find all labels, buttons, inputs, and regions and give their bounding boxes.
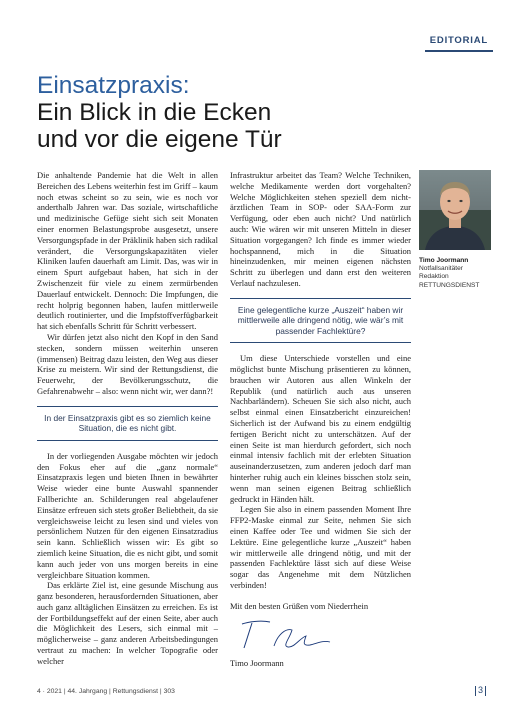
page-title bbox=[37, 72, 417, 153]
author-dept: Redaktion bbox=[419, 273, 449, 281]
author-photo bbox=[419, 170, 491, 250]
issue-info: 4 · 2021 | 44. Jahrgang | Rettungsdienst | 303 bbox=[37, 688, 175, 695]
title-line-3: und vor die eigene Tür bbox=[37, 126, 282, 153]
text-column-1 bbox=[37, 170, 218, 667]
title-line-2: Ein Blick in die Ecken bbox=[37, 99, 272, 126]
paragraph: In der vorliegenden Ausgabe möchten wir jedoch den Fokus eher auf die „ganz normale“ Einsatzpraxis legen und bieten Ihnen in bewährter Weise wieder eine bunte Auswahl spannender Fallberichte an. Schilderungen real abgelaufener Einsätze erfreuen sich stets großer Beliebtheit, da sie vergleichsweise leicht zu lesen sind und vieles von persönlichem Nutzen für den eigenen Einsatzradius sein kann. Schließlich wissen wir: Es gibt so ziemlich keine Situation, die es nicht gibt, und somit kann auch jeder von uns morgen bereits in eine vergleichbare Situation kommen. bbox=[37, 450, 218, 580]
section-rule bbox=[425, 50, 493, 52]
author-caption bbox=[419, 257, 499, 290]
page-number-value: 3 bbox=[477, 685, 483, 695]
pull-quote: Eine gelegentliche kurze „Auszeit“ haben wir mittlerweile alle dringend nötig, wie wär’s mit passender Fachlektüre? bbox=[230, 298, 411, 344]
author-name: Timo Joormann bbox=[419, 257, 469, 264]
paragraph: Wir dürfen jetzt also nicht den Kopf in den Sand stecken, sondern müssen weiterhin unseren (immensen) Beitrag dazu leisten, den Weg aus dieser Krise zu meistern. Wir sind der Rettungsdienst, die Feuerwehr, der Bevölkerungsschutz, die Gefahrenabwehr – also: wenn nicht wir, wer dann?! bbox=[37, 331, 218, 396]
section-label: EDITORIAL bbox=[429, 35, 488, 46]
signer-name: Timo Joormann bbox=[230, 657, 284, 668]
author-role: Notfallsanitäter bbox=[419, 265, 463, 273]
page-number bbox=[473, 685, 488, 696]
signature-image bbox=[230, 616, 411, 656]
title-line-1: Einsatzpraxis: bbox=[37, 72, 190, 99]
paragraph: Das erklärte Ziel ist, eine gesunde Mischung aus ganz besonderen, herausfordernden Situationen, aber auch ganz alltäglichen Einsätzen zu erreichen. Es ist der Fortbildungseffekt auf der einen Seite, aber auch die Möglichkeit des Lesers, sich einmal mit – möglicherweise – ganz anderen Arbeitsbedingungen vertraut zu machen: In welcher Topografie oder welcher bbox=[37, 580, 218, 666]
pull-quote: In der Einsatzpraxis gibt es so ziemlich keine Situation, die es nicht gibt. bbox=[37, 406, 218, 441]
paragraph: Um diese Unterschiede vorstellen und eine möglichst bunte Mischung präsentieren zu können, brauchen wir Autoren aus allen Winkeln der Republik (und natürlich auch aus unseren Nachbarländern). Scheuen Sie sich also nicht, auch selbst einmal einen Einsatzbericht einzureichen! Sicherlich ist der Aufwand bis zu einem endgültig fertigen Bericht nicht zu unterschätzen. Auf der einen Seite ist man hierdurch gefordert, sich noch einmal intensiv fachlich mit der erlebten Situation auseinanderzusetzen, zum anderen jedoch darf man hinterher ruhig auch ein kleines bisschen stolz sein, wenn man seinen eigenen Beitrag schließlich gedruckt in Händen hält. bbox=[230, 353, 411, 504]
paragraph: Legen Sie also in einem passenden Moment Ihre FFP2-Maske einmal zur Seite, nehmen Sie sich einen Kaffee oder Tee und widmen Sie sich der Lektüre. Eine gelegentliche kurze „Auszeit“ haben wir mittlerweile alle dringend nötig, und mit der passenden Fachlektüre lässt sich auf diese Weise sogar das Angenehme mit dem Nützlichen verbinden! bbox=[230, 504, 411, 590]
paragraph: Die anhaltende Pandemie hat die Welt in allen Bereichen des Lebens weiterhin fest im Griff – kaum noch etwas scheint so zu sein, wie es noch vor anderthalb Jahren war. Das soziale, wirtschaftliche und medizinische Gefüge sieht sich seit Monaten einer enormen Belastungsprobe ausgesetzt, unsere Versorgungspfade in der Präklinik haben sich radikal verändert, die Versorgungskapazitäten vieler Kliniken laufen dauerhaft am Limit. Das, was wir in einem Spurt aufgebaut haben, hat sich in der Zwischenzeit für viele zu einem zermürbenden Dauerlauf entwickelt. Dennoch: Die Impfungen, die recht holprig begonnen haben, laufen mittlerweile deutlich routinierter, und die Impfstoffverfügbarkeit hat sich ebenfalls Schritt für Schritt verbessert. bbox=[37, 170, 218, 332]
paragraph: Infrastruktur arbeitet das Team? Welche Techniken, welche Medikamente werden dort vorgehalten? Welche Möglichkeiten stehen speziell dem nicht-ärztlichen Team in SOP- oder SAA-Form zur Verfügung, oder eben auch nicht? Und natürlich auch: Wie wären wir mit unseren Mitteln in dieser Situation vorgegangen? Ich finde es immer wieder hochspannend, mich in die Situation hineinzudenken, mir meinen eigenen nächsten Schritt zu überlegen und dann erst den weiteren Verlauf nachzulesen. bbox=[230, 170, 411, 288]
closing-line: Mit den besten Grüßen vom Niederrhein bbox=[230, 600, 369, 611]
author-publication: RETTUNGSDIENST bbox=[419, 281, 480, 289]
text-column-2 bbox=[230, 170, 411, 668]
